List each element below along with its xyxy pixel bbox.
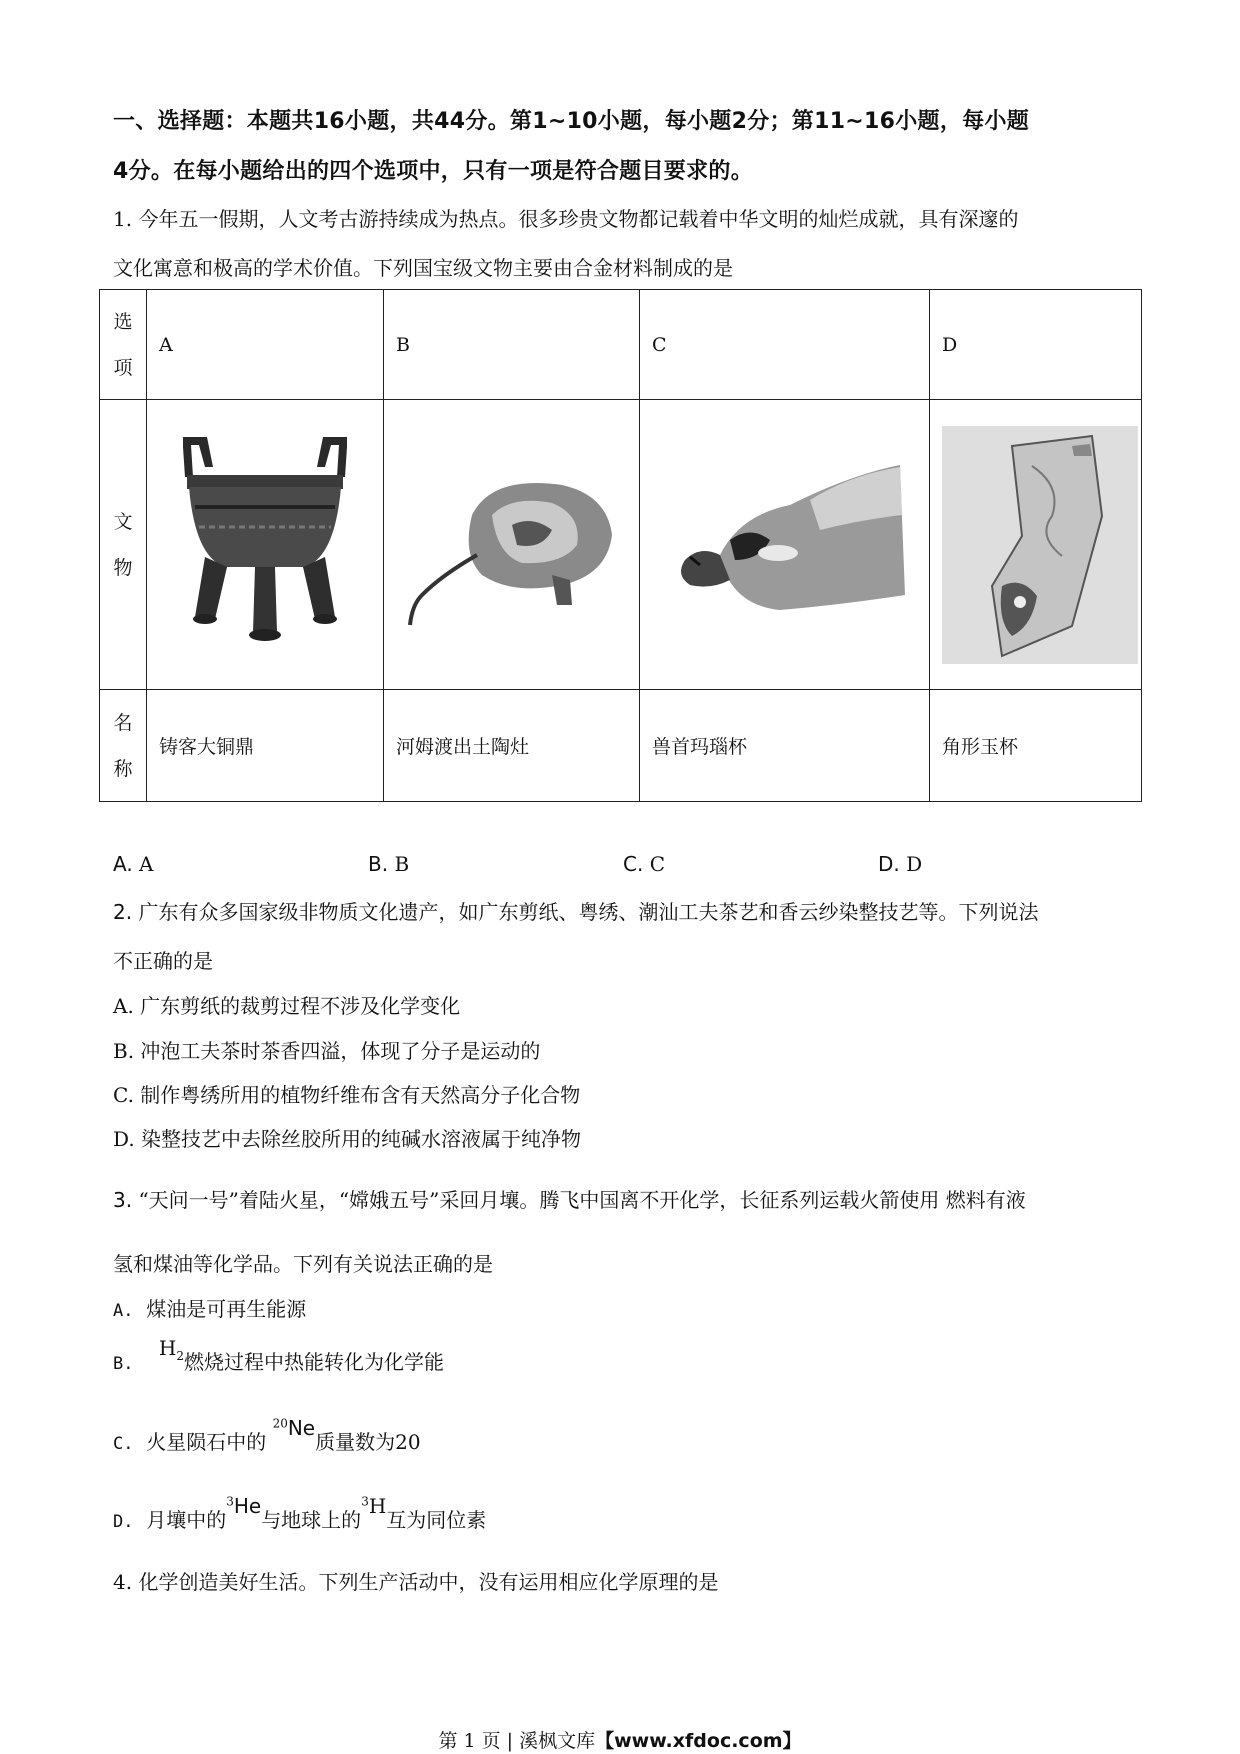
- section-heading-line2: 4分。在每小题给出的四个选项中，只有一项是符合题目要求的。: [113, 159, 754, 184]
- artifact-name-b: 河姆渡出土陶灶: [384, 690, 640, 802]
- section-heading-line1: 一、选择题：本题共16小题，共44分。第1~10小题，每小题2分；第11~16小题，每小题: [113, 109, 1030, 134]
- row-label-artifacts: 文物: [100, 400, 147, 690]
- q2-option-b[interactable]: B. 冲泡工夫茶时茶香四溢，体现了分子是运动的: [113, 1039, 541, 1063]
- table-row-artifacts: [100, 400, 1142, 690]
- pottery-stove-image: [402, 455, 622, 635]
- he3-nuclide: $^3$He: [226, 1494, 262, 1518]
- page-footer: [0, 1726, 1240, 1753]
- footer-url[interactable]: 【www.xfdoc.com】: [595, 1730, 802, 1752]
- artifact-cell-d: [930, 400, 1142, 690]
- q2-option-d[interactable]: D. 染整技艺中去除丝胶所用的纯碱水溶液属于纯净物: [113, 1127, 582, 1151]
- artifact-table: [99, 289, 1142, 802]
- q1-stem-line2: 文化寓意和极高的学术价值。下列国宝级文物主要由合金材料制成的是: [113, 256, 733, 280]
- q2-stem-line2: 不正确的是: [113, 949, 213, 973]
- ne20-nuclide: $^{20}$Ne: [272, 1416, 316, 1440]
- artifact-name-d: 角形玉杯: [930, 690, 1142, 802]
- artifact-name-c: 兽首玛瑙杯: [640, 690, 930, 802]
- q1-option-b[interactable]: B. B: [368, 852, 410, 876]
- q3-option-a[interactable]: A. 煤油是可再生能源: [113, 1297, 307, 1321]
- artifact-cell-a: [147, 400, 384, 690]
- artifact-cell-b: [384, 400, 640, 690]
- q1-option-a[interactable]: A. A: [113, 852, 154, 876]
- q3-option-d[interactable]: D. 月壤中的$^3$He与地球上的$^3$H互为同位素: [113, 1494, 487, 1532]
- q3-stem-line1: 3. “天问一号”着陆火星，“嫦娥五号”采回月壤。腾飞中国离不开化学，长征系列运载火箭使用 燃料有液: [113, 1188, 1026, 1212]
- column-header-b: B: [384, 290, 640, 400]
- q1-option-d[interactable]: D. D: [878, 852, 923, 876]
- bronze-ding-image: [165, 427, 365, 663]
- q1-stem-line1: 1. 今年五一假期，人文考古游持续成为热点。很多珍贵文物都记载着中华文明的灿烂成就，具有深邃的: [113, 207, 1019, 231]
- table-row-options: [100, 290, 1142, 400]
- agate-cup-image: [660, 445, 910, 645]
- q2-stem-line1: 2. 广东有众多国家级非物质文化遗产，如广东剪纸、粤绣、潮汕工夫茶艺和香云纱染整技艺等。下列说法: [113, 900, 1039, 924]
- column-header-a: A: [147, 290, 384, 400]
- q2-option-a[interactable]: A. 广东剪纸的裁剪过程不涉及化学变化: [113, 994, 461, 1018]
- table-row-names: [100, 690, 1142, 802]
- column-header-c: C: [640, 290, 930, 400]
- q3-stem-line2: 氢和煤油等化学品。下列有关说法正确的是: [113, 1252, 493, 1276]
- h3-nuclide: $^3$H: [361, 1494, 387, 1518]
- q3-option-c[interactable]: C. 火星陨石中的 $^{20}$Ne质量数为20: [113, 1416, 421, 1454]
- row-label-options: 选项: [100, 290, 147, 400]
- q4-stem-line1: 4. 化学创造美好生活。下列生产活动中，没有运用相应化学原理的是: [113, 1570, 719, 1594]
- column-header-d: D: [930, 290, 1142, 400]
- artifact-name-a: 铸客大铜鼎: [147, 690, 384, 802]
- jade-horn-cup-image: [942, 426, 1138, 664]
- q3-option-b[interactable]: B. $H_2$燃烧过程中热能转化为化学能: [113, 1336, 445, 1374]
- footer-page-label: 第 1 页 | 溪枫文库: [438, 1730, 596, 1752]
- q1-option-c[interactable]: C. C: [623, 852, 665, 876]
- row-label-names: 名称: [100, 690, 147, 802]
- h2-formula: $H_2$: [158, 1336, 185, 1363]
- q2-option-c[interactable]: C. 制作粤绣所用的植物纤维布含有天然高分子化合物: [113, 1083, 581, 1107]
- artifact-cell-c: [640, 400, 930, 690]
